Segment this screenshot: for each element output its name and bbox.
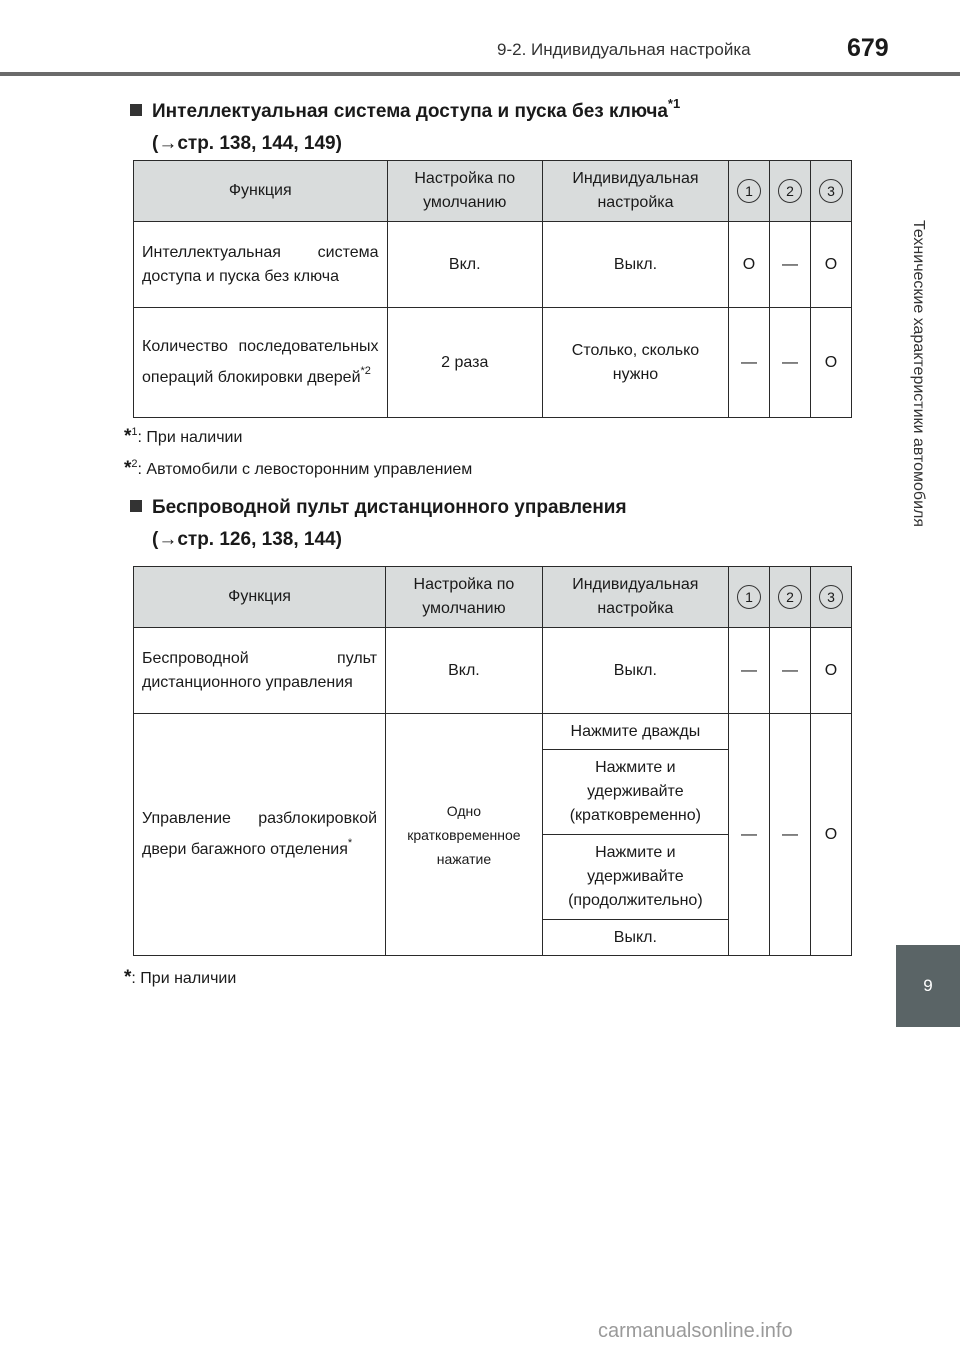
footnote (124, 426, 242, 448)
circled-2-icon: 2 (778, 585, 802, 609)
col-header-default: Настройка по умолчанию (386, 567, 543, 628)
cell-default: Вкл. (387, 222, 542, 308)
circled-1-icon: 1 (737, 179, 761, 203)
footnote-text: : При наличии (137, 429, 243, 446)
cell-custom: Нажмите и удерживайте (продолжительно) (542, 835, 728, 920)
section1-title-text: Интеллектуальная система доступа и пуска без ключа (152, 101, 668, 122)
cell-custom: Выкл. (542, 628, 728, 714)
circled-3-icon: 3 (819, 585, 843, 609)
cell-custom: Нажмите и удерживайте (кратковременно) (542, 750, 728, 835)
footnote (124, 967, 236, 989)
cell-c3: O (810, 222, 851, 308)
col-header-2 (769, 567, 810, 628)
footnote-mark: * (124, 967, 132, 988)
col-header-default: Настройка по умолчанию (387, 161, 542, 222)
footnote (124, 458, 472, 480)
chapter-number-tab: 9 (896, 945, 960, 1027)
cell-function-note: * (347, 837, 353, 849)
circled-3-icon: 3 (819, 179, 843, 203)
table-row (134, 222, 852, 308)
cell-c2: — (769, 714, 810, 956)
col-header-1 (728, 161, 769, 222)
col-header-3 (810, 567, 851, 628)
footnote-num: 2 (131, 458, 138, 470)
cell-c1: O (728, 222, 769, 308)
page-number: 679 (847, 34, 889, 62)
chapter-side-title: Технические характеристики автомобиля (910, 220, 927, 528)
cell-function (134, 308, 388, 418)
col-header-function: Функция (134, 567, 386, 628)
footnote-mark: * (124, 426, 132, 447)
col-header-custom: Индивидуальная настройка (542, 161, 728, 222)
cell-function-text: Количество последовательных операций блокировки дверей (142, 338, 379, 386)
col-header-3 (810, 161, 851, 222)
section1-page-ref: (→стр. 138, 144, 149) (152, 133, 342, 154)
col-header-1 (728, 567, 769, 628)
section2-title (130, 492, 627, 556)
cell-c3: O (810, 714, 851, 956)
cell-c3: O (810, 308, 851, 418)
cell-function: Интеллектуальная система доступа и пуска без ключа (134, 222, 388, 308)
footnote-num: 1 (131, 426, 138, 438)
footnote-text: : При наличии (131, 970, 237, 987)
header-rule (0, 72, 960, 76)
section1-title-note: *1 (667, 96, 681, 111)
section2-table (133, 566, 852, 956)
table-header-row (134, 567, 852, 628)
cell-custom: Столько, сколько нужно (542, 308, 728, 418)
cell-custom: Нажмите дважды (542, 714, 728, 750)
table-row (134, 308, 852, 418)
square-bullet-icon (130, 104, 142, 116)
cell-function-text: Управление разблокировкой двери багажного отделения (142, 810, 378, 858)
cell-custom: Выкл. (542, 222, 728, 308)
col-header-custom: Индивидуальная настройка (542, 567, 728, 628)
cell-c1: — (728, 628, 769, 714)
cell-default: Вкл. (386, 628, 543, 714)
cell-custom: Выкл. (542, 920, 728, 956)
circled-2-icon: 2 (778, 179, 802, 203)
col-header-2 (769, 161, 810, 222)
watermark: carmanualsonline.info (598, 1320, 793, 1342)
section1-title (130, 88, 680, 160)
square-bullet-icon (130, 500, 142, 512)
section2-page-ref: (→стр. 126, 138, 144) (152, 529, 342, 550)
cell-default: Одно кратковременное нажатие (386, 714, 543, 956)
cell-c1: — (728, 714, 769, 956)
circled-1-icon: 1 (737, 585, 761, 609)
cell-c2: — (769, 628, 810, 714)
cell-c2: — (769, 308, 810, 418)
table-header-row (134, 161, 852, 222)
cell-default: 2 раза (387, 308, 542, 418)
cell-c3: O (810, 628, 851, 714)
cell-function (134, 714, 386, 956)
section1-table (133, 160, 852, 418)
cell-function: Беспроводной пульт дистанционного управления (134, 628, 386, 714)
footnote-mark: * (124, 458, 132, 479)
footnote-text: : Автомобили с левосторонним управлением (137, 461, 473, 478)
table-row (134, 714, 852, 750)
cell-c2: — (769, 222, 810, 308)
cell-c1: — (728, 308, 769, 418)
cell-function-note: *2 (360, 365, 371, 377)
col-header-function: Функция (134, 161, 388, 222)
section2-title-text: Беспроводной пульт дистанционного управления (152, 497, 627, 518)
running-header: 9-2. Индивидуальная настройка (497, 40, 751, 59)
table-row (134, 628, 852, 714)
